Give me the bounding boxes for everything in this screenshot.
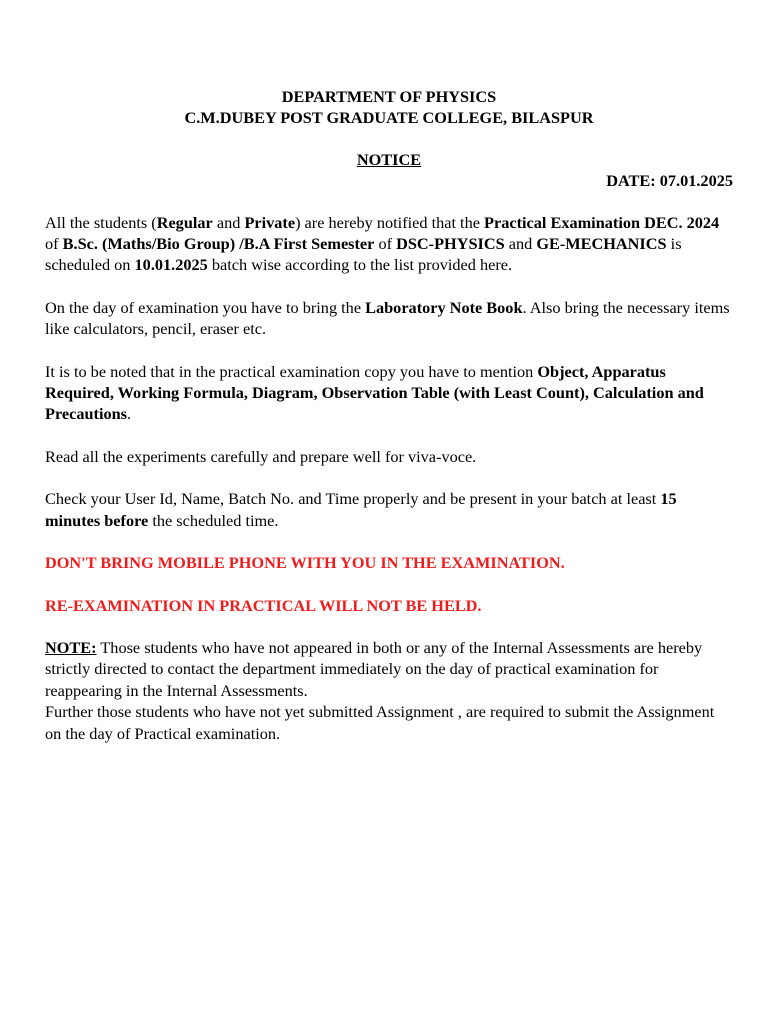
- warning-no-reexam: RE-EXAMINATION IN PRACTICAL WILL NOT BE HELD.: [45, 595, 482, 615]
- college-heading: C.M.DUBEY POST GRADUATE COLLEGE, BILASPUR: [184, 108, 594, 128]
- notice-document: [45, 86, 733, 744]
- warning-mobile-phone: DON'T BRING MOBILE PHONE WITH YOU IN THE EXAMINATION.: [45, 553, 565, 573]
- paragraph-check-details: Check your User Id, Name, Batch No. and Time properly and be present in your batch at least 15 minutes before the scheduled time.: [45, 489, 677, 530]
- notice-date: DATE: 07.01.2025: [606, 171, 733, 191]
- paragraph-note: NOTE: Those students who have not appeared in both or any of the Internal Assessments are hereby strictly directed to contact the department immediately on the day of practical examination for reappearing in the Internal Assessments.: [45, 637, 703, 700]
- note-label: NOTE:: [45, 637, 97, 657]
- department-heading: DEPARTMENT OF PHYSICS: [281, 87, 497, 106]
- paragraph-assignment: Further those students who have not yet submitted Assignment , are required to submit the Assignment on the day of Practical examination.: [45, 702, 715, 743]
- paragraph-exam-schedule: All the students (Regular and Private) are hereby notified that the Practical Examination DEC. 2024 of B.Sc. (Maths/Bio Group) /B.A First Semester of DSC-PHYSICS and GE-MECHANICS is scheduled on 10.01.2025 batch wise according to the list provided here.: [45, 212, 720, 275]
- paragraph-copy-contents: It is to be noted that in the practical examination copy you have to mention Object, Apparatus Required, Working Formula, Diagram, Observation Table (with Least Count), Calculation and Precautions.: [45, 361, 704, 424]
- paragraph-items-to-bring: On the day of examination you have to bring the Laboratory Note Book. Also bring the necessary items like calculators, pencil, eraser etc.: [45, 297, 730, 339]
- paragraph-viva: Read all the experiments carefully and prepare well for viva-voce.: [45, 446, 477, 466]
- notice-title: NOTICE: [356, 149, 422, 169]
